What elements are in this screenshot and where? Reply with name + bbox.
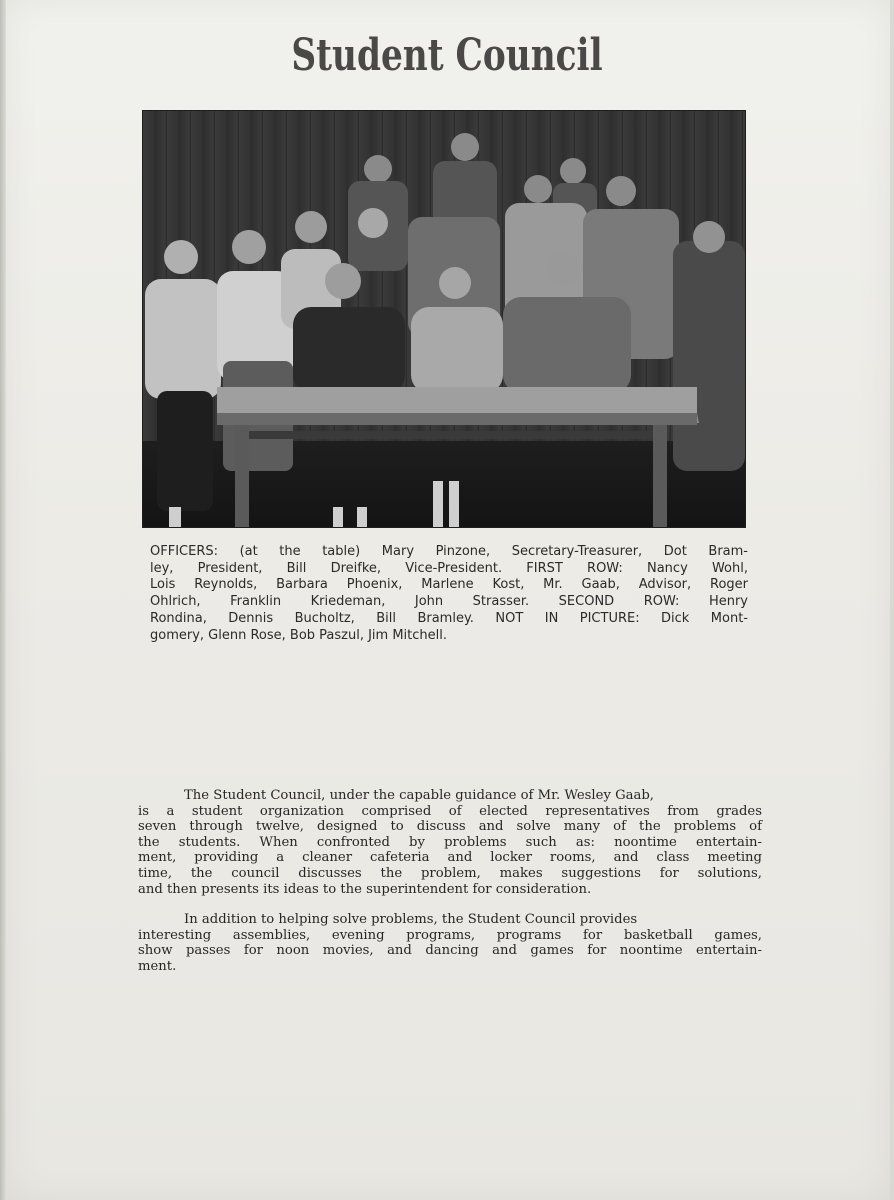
caption-line: OFFICERS: (at the table) Mary Pinzone, Secretary-Treasurer, Dot Bram- (150, 544, 748, 559)
group-photo (142, 110, 746, 528)
paragraph-line: is a student organization comprised of elected representatives from grades (138, 803, 762, 819)
paragraph-line: The Student Council, under the capable guidance of Mr. Wesley Gaab, (184, 788, 654, 803)
paragraph-line: the students. When confronted by problems such as: noontime entertain- (138, 834, 762, 850)
paragraph-line: show passes for noon movies, and dancing and games for noontime entertain- (138, 943, 762, 959)
caption-line: Rondina, Dennis Bucholtz, Bill Bramley. NOT IN PICTURE: Dick Mont- (150, 610, 748, 626)
caption-line: ley, President, Bill Dreifke, Vice-President. FIRST ROW: Nancy Wohl, (150, 560, 748, 576)
caption-line: Ohlrich, Franklin Kriedeman, John Strasser. SECOND ROW: Henry (150, 594, 748, 610)
group-photo-illustration (143, 111, 745, 527)
paragraph-line: and then presents its ideas to the superintendent for consideration. (138, 881, 592, 897)
photo-caption (150, 544, 748, 644)
page-title: Student Council (291, 30, 603, 81)
paragraph-line: ment, providing a cleaner cafeteria and locker rooms, and class meeting (138, 850, 762, 866)
paragraph-line: time, the council discusses the problem, makes suggestions for solutions, (138, 865, 762, 881)
paragraph-line: seven through twelve, designed to discuss and solve many of the problems of (138, 819, 762, 835)
paragraph-line: ment. (138, 958, 177, 974)
body-paragraph-2 (138, 912, 762, 974)
paragraph-line: interesting assemblies, evening programs, programs for basketball games, (138, 927, 762, 943)
paragraph-line: In addition to helping solve problems, the Student Council provides (184, 912, 638, 927)
caption-line: gomery, Glenn Rose, Bob Paszul, Jim Mitchell. (150, 627, 448, 643)
caption-line: Lois Reynolds, Barbara Phoenix, Marlene Kost, Mr. Gaab, Advisor, Roger (150, 577, 748, 593)
body-paragraph-1 (138, 788, 762, 897)
